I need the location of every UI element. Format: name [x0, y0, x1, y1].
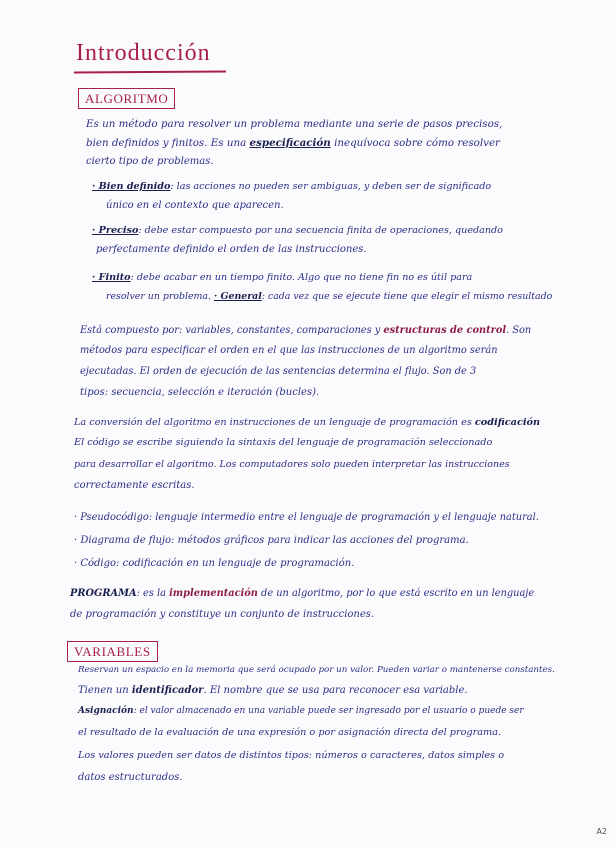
- text-line: bien definidos y finitos. Es una especificación inequívoca sobre cómo resolver: [86, 137, 500, 149]
- page-number: A2: [596, 827, 607, 836]
- list-item: · Diagrama de flujo: métodos gráficos para indicar las acciones del programa.: [74, 535, 469, 546]
- text-line: PROGRAMA: es la implementación de un algoritmo, por lo que está escrito en un lenguaje: [70, 588, 535, 599]
- text-line: El código se escribe siguiendo la sintaxis del lenguaje de programación seleccionado: [74, 437, 493, 448]
- section-label-algoritmo: ALGORITMO: [78, 88, 175, 109]
- text-line: Tienen un identificador. El nombre que se usa para reconocer esa variable.: [78, 685, 468, 696]
- text-line: correctamente escritas.: [74, 480, 195, 491]
- text-line: cierto tipo de problemas.: [86, 156, 214, 167]
- page-title: Introducción: [76, 40, 211, 66]
- text-line: métodos para especificar el orden en el que las instrucciones de un algoritmo serán: [80, 345, 498, 356]
- text-line: Los valores pueden ser datos de distintos tipos: números o caracteres, datos simples o: [78, 750, 505, 761]
- text-line: perfectamente definido el orden de las instrucciones.: [96, 244, 367, 255]
- bullet-item: · Finito: debe acabar en un tiempo finito. Algo que no tiene fin no es útil para: [92, 272, 473, 283]
- text-line: de programación y constituye un conjunto de instrucciones.: [70, 609, 375, 620]
- text-line: para desarrollar el algoritmo. Los computadores solo pueden interpretar las instrucciones: [74, 459, 510, 470]
- text-line: tipos: secuencia, selección e iteración (bucles).: [80, 387, 320, 398]
- text-line: Es un método para resolver un problema mediante una serie de pasos precisos,: [86, 118, 503, 130]
- list-item: · Código: codificación en un lenguaje de programación.: [74, 558, 355, 569]
- list-item: · Pseudocódigo: lenguaje intermedio entre el lenguaje de programación y el lenguaje natural.: [74, 512, 539, 523]
- text-line: único en el contexto que aparecen.: [106, 200, 284, 211]
- emphasis: especificación: [249, 137, 331, 149]
- text-line: Asignación: el valor almacenado en una variable puede ser ingresado por el usuario o puede ser: [78, 706, 524, 716]
- section-label-variables: VARIABLES: [67, 641, 158, 662]
- bullet-item: · Bien definido: las acciones no pueden ser ambiguas, y deben ser de significado: [92, 181, 492, 192]
- title-underline: [74, 70, 226, 73]
- bullet-item: · Preciso: debe estar compuesto por una secuencia finita de operaciones, quedando: [92, 225, 503, 236]
- text-line: el resultado de la evaluación de una expresión o por asignación directa del programa.: [78, 727, 502, 738]
- text-line: Está compuesto por: variables, constantes, comparaciones y estructuras de control. Son: [80, 325, 532, 336]
- text-line: Reservan un espacio en la memoria que será ocupado por un valor. Pueden variar o mantenerse constantes.: [78, 665, 555, 675]
- text-line: La conversión del algoritmo en instrucciones de un lenguaje de programación es codificación: [74, 417, 541, 428]
- text-line: ejecutadas. El orden de ejecución de las sentencias determina el flujo. Son de 3: [80, 366, 477, 377]
- text-line: datos estructurados.: [78, 772, 183, 783]
- text-line: resolver un problema. · General: cada vez que se ejecute tiene que elegir el mismo resultado: [106, 291, 553, 302]
